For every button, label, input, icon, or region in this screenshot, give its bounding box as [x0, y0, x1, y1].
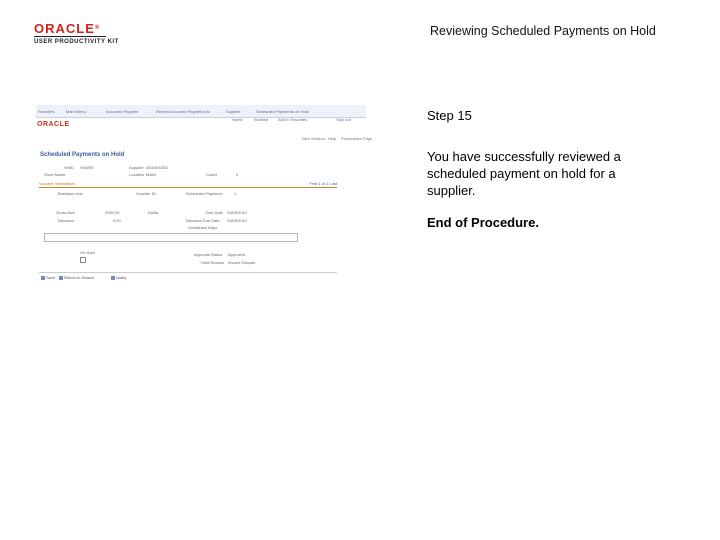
notify-button[interactable]: Notify [111, 275, 126, 280]
breadcrumb-item[interactable]: Favorites [38, 109, 55, 114]
short-name-label: Short Name [44, 172, 66, 177]
slide-title: Reviewing Scheduled Payments on Hold [430, 24, 656, 38]
discount-due-date-value: 03/09/2012 [227, 218, 248, 223]
hold-reason-label: Hold Reason [201, 260, 225, 265]
count-value: 2 [236, 172, 239, 177]
due-date-label: Due Date [206, 210, 223, 215]
logo-rule [34, 36, 106, 37]
save-button[interactable]: Save [41, 275, 55, 280]
scheduled-payment-value: 1 [234, 191, 237, 196]
location-value: MAIN [146, 172, 156, 177]
return-icon [59, 276, 63, 280]
link-personalize-page[interactable]: Personalize Page [341, 136, 373, 141]
breadcrumb-item[interactable]: Supplier [226, 109, 241, 114]
breadcrumb-item[interactable]: Review Accounts Payable Info [156, 109, 210, 114]
notify-icon [111, 276, 115, 280]
voucher-comments-field[interactable] [44, 233, 298, 242]
on-hold-checkbox[interactable] [80, 257, 86, 263]
breadcrumb-bar [36, 105, 366, 118]
page-toolbar [39, 272, 337, 281]
voucher-information-label: Voucher Information [39, 181, 75, 186]
step-number: Step 15 [427, 108, 472, 123]
discount-value: 0.00 [113, 218, 121, 223]
page-title: Scheduled Payments on Hold [40, 152, 125, 158]
currency-value: Dollar [148, 210, 159, 215]
menu-home[interactable]: Home [232, 117, 243, 122]
logo-brand: ORACLE® [34, 21, 101, 36]
menu-worklist[interactable]: Worklist [254, 117, 269, 122]
voucher-row-navigation[interactable]: First 1 of 2 Last [309, 181, 337, 186]
discount-due-date-label: Discount Due Date [186, 218, 220, 223]
scheduled-days-label: Scheduled Days [188, 225, 218, 230]
oracle-logo [34, 22, 119, 45]
business-unit-label: Business Unit [58, 191, 83, 196]
hold-reason-value: Invoice Dispute [228, 260, 256, 265]
menu-sign-out[interactable]: Sign out [336, 117, 351, 122]
supplier-label: Supplier [129, 165, 144, 170]
gross-amount-label: Gross Amt [56, 210, 75, 215]
voucher-id-label: Voucher ID [136, 191, 156, 196]
voucher-information-header [39, 180, 337, 188]
step-description: You have successfully reviewed a scheduled payment on hold for a supplier. [427, 149, 621, 198]
link-new-window[interactable]: New Window [302, 136, 326, 141]
on-hold-label: On Hold [80, 250, 95, 255]
gross-amount-value: 2000.00 [105, 210, 120, 215]
discount-label: Discount [58, 218, 74, 223]
approval-status-label: Approval Status [194, 252, 223, 257]
location-label: Location [129, 172, 145, 177]
breadcrumb-item[interactable]: Scheduled Payments on Hold [256, 109, 309, 114]
due-date-value: 03/09/2012 [227, 210, 248, 215]
link-help[interactable]: Help [328, 136, 337, 141]
menu-add-to-favorites[interactable]: Add to Favorites [278, 117, 308, 122]
supplier-value: 0000000001 [146, 165, 169, 170]
count-label: Count [206, 172, 217, 177]
application-screenshot [36, 105, 373, 285]
breadcrumb-item[interactable]: Main Menu [66, 109, 86, 114]
approval-status-value: Approved [228, 252, 246, 257]
end-of-procedure: End of Procedure. [427, 215, 539, 230]
save-icon [41, 276, 45, 280]
setid-label: SetID [64, 165, 75, 170]
logo-subtitle: USER PRODUCTIVITY KIT [34, 39, 119, 45]
setid-value: SHARE [80, 165, 94, 170]
screenshot-logo: ORACLE [37, 121, 70, 128]
breadcrumb-item[interactable]: Accounts Payable [106, 109, 139, 114]
scheduled-payment-label: Scheduled Payment [186, 191, 222, 196]
return-to-search-button[interactable]: Return to Search [59, 275, 94, 280]
